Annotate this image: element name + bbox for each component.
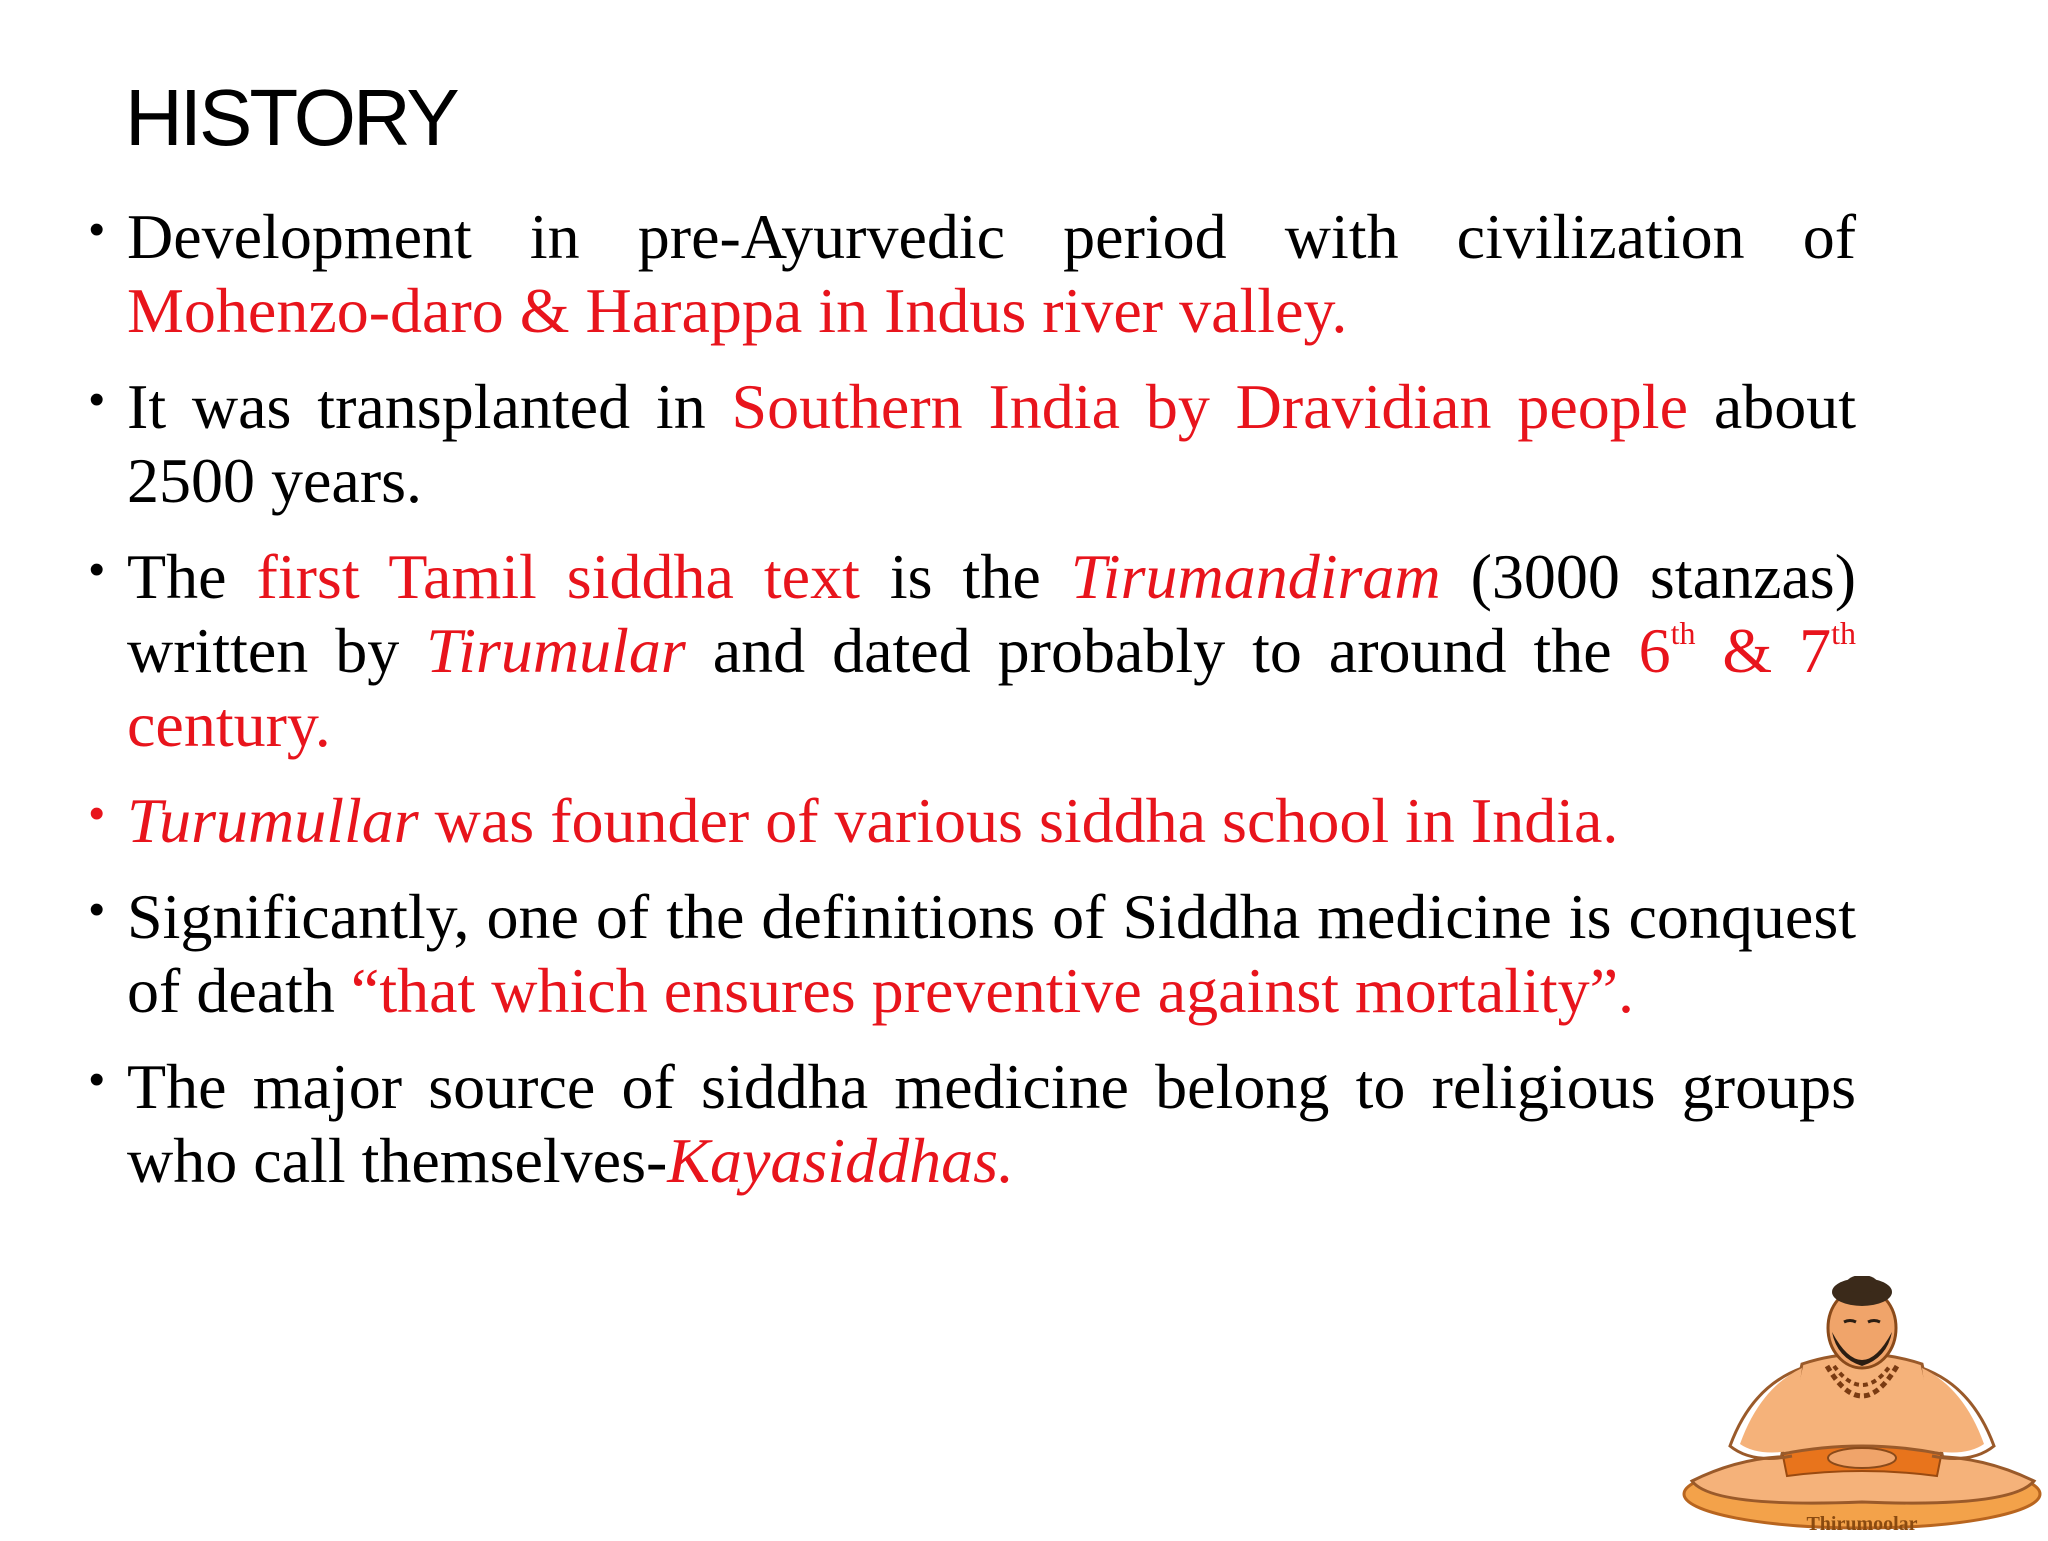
bullet-item <box>89 1050 1856 1198</box>
slide-title: HISTORY <box>125 73 457 162</box>
bullet-list <box>89 200 1856 1220</box>
meditating-sage-illustration <box>1652 1276 2048 1536</box>
century-number: 6 <box>1638 615 1671 686</box>
bullet-item <box>89 880 1856 1028</box>
bullet-text: The <box>127 541 257 612</box>
bullet-item <box>89 784 1856 858</box>
bullet-text: Significantly, one of the definitions of Siddha medicine is conquest of death <box>127 881 1856 1026</box>
bullet-item <box>89 200 1856 348</box>
bullet-text-highlight: Southern India by Dravidian people <box>731 371 1688 442</box>
bullet-text-highlight: first Tamil siddha text <box>256 541 860 612</box>
author-name-tirumular: Tirumular <box>426 615 686 686</box>
group-name-kayasiddhas: Kayasiddhas. <box>667 1125 1014 1196</box>
bullet-text: and dated probably to around the <box>685 615 1639 686</box>
founder-name-turumullar: Turumullar <box>127 785 419 856</box>
figure-caption: Thirumoolar <box>1806 1513 1918 1535</box>
bullet-text-highlight: century. <box>127 689 331 760</box>
bullet-text: The major source of siddha medicine belong to religious groups who call themselves- <box>127 1051 1856 1196</box>
bullet-text: about 2500 years. <box>127 371 1857 516</box>
bullet-text: It was transplanted in <box>127 371 732 442</box>
bullet-text: (3000 stanzas) written by <box>127 541 1857 686</box>
bullet-item <box>89 540 1856 762</box>
bullet-text: Development in pre-Ayurvedic period with civilization of <box>127 201 1856 272</box>
meditating-sage-icon <box>1652 1276 2048 1536</box>
bullet-item <box>89 370 1856 518</box>
ordinal-suffix: th <box>1831 615 1856 651</box>
quote-text: “that which ensures preventive against mortality”. <box>350 955 1635 1026</box>
bullet-text: is the <box>859 541 1071 612</box>
ordinal-suffix: th <box>1670 615 1696 651</box>
century-number: & 7 <box>1695 615 1832 686</box>
bullet-text-highlight: was founder of various siddha school in India. <box>418 785 1619 856</box>
book-title-tirumandiram: Tirumandiram <box>1070 541 1441 612</box>
bullet-text-highlight: Mohenzo-daro & Harappa in Indus river valley. <box>127 275 1348 346</box>
